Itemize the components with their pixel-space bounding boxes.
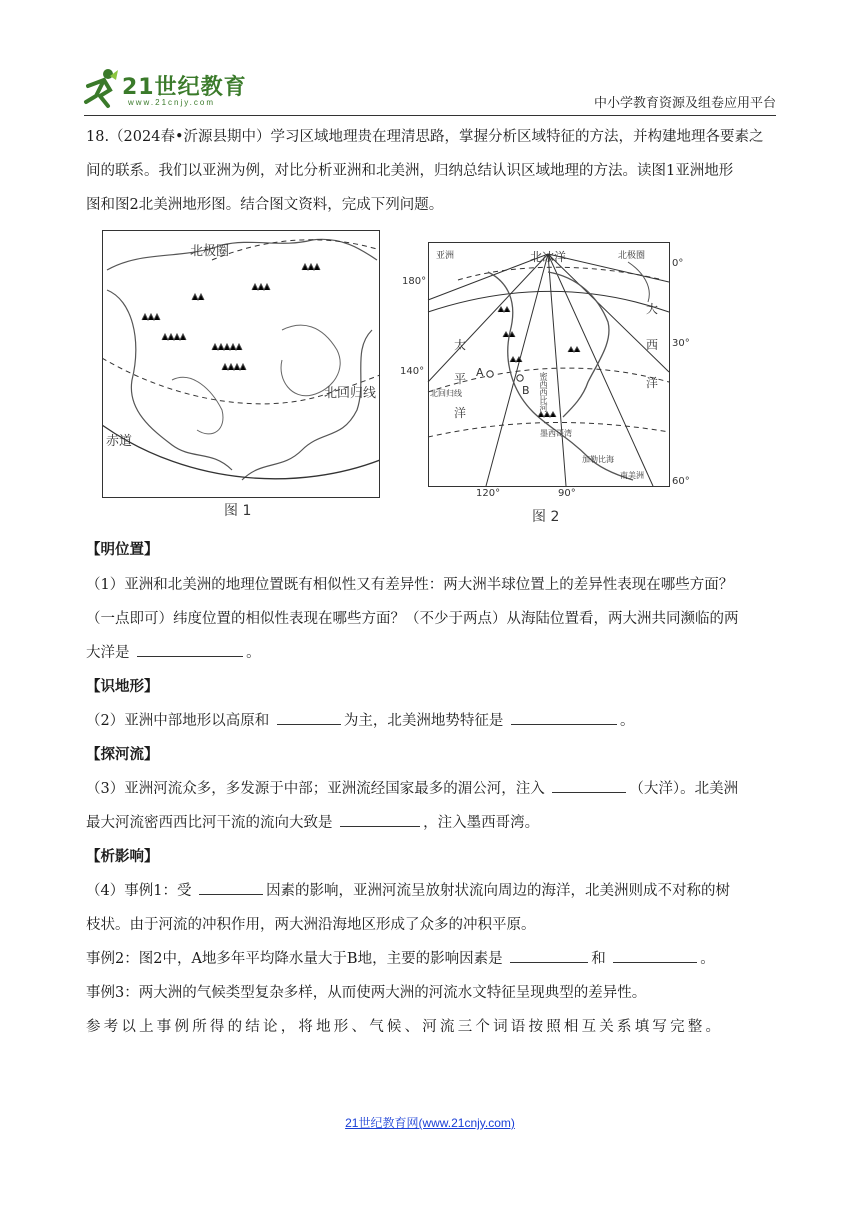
fig2-tropic-label: 北回归线 (430, 389, 462, 398)
fig2-pacific-char1: 太 (454, 338, 467, 352)
fig2-lon180-label: 180° (402, 276, 427, 287)
figure-1-asia-map (102, 230, 380, 519)
q4-line3-text-b: 和 (591, 951, 606, 967)
fig2-pacific-char3: 洋 (454, 406, 467, 420)
fig2-lat30-label: 30° (672, 338, 690, 349)
q4-line2: 枝状。由于河流的冲积作用，两大洲沿海地区形成了众多的冲积平原。 (86, 917, 536, 933)
footer-link[interactable]: 21世纪教育网(www.21cnjy.com) (345, 1116, 515, 1130)
q2-line (86, 712, 776, 730)
q1-line2: （一点即可）纬度位置的相似性表现在哪些方面？（不少于两点）从海陆位置看，两大洲共同濒临的两 (86, 611, 739, 627)
q3-line1-text-a: （3）亚洲河流众多，多发源于中部；亚洲流经国家最多的湄公河，注入 (86, 781, 545, 797)
fig2-point-b-marker (517, 375, 523, 381)
fig2-arctic-circle-label: 北极圈 (618, 251, 646, 261)
fig2-caribbean-label: 加勒比海 (582, 455, 614, 464)
fig2-lat0-label: 0° (672, 258, 684, 269)
section-title-location: 【明位置】 (86, 541, 159, 558)
platform-name: 中小学教育资源及组卷应用平台 (593, 96, 776, 111)
fig2-point-a-label: A (476, 366, 484, 379)
fig2-mississippi-label: 密西西比河 (539, 372, 548, 412)
q3-answer-blank-2[interactable] (340, 814, 420, 827)
q4-line1 (86, 882, 776, 900)
q4-line1-text-b: 因素的影响，亚洲河流呈放射状流向周边的海洋，北美洲则成不对称的树 (266, 883, 731, 899)
logo-text: 21世纪教育 (122, 75, 247, 100)
q2-text-c: 。 (619, 713, 635, 729)
q4-line5: 参考以上事例所得的结论，将地形、气候、河流三个词语按照相互关系填写完整。 (86, 1019, 724, 1035)
fig2-atlantic-char2: 西 (646, 338, 659, 352)
q4-line4: 事例3：两大洲的气候类型复杂多样，从而使两大洲的河流水文特征呈现典型的差异性。 (86, 985, 647, 1001)
q2-answer-blank-1[interactable] (277, 712, 341, 725)
q1-line3 (86, 644, 776, 662)
question-intro-line3: 图和图2北美洲地形图。结合图文资料，完成下列问题。 (86, 197, 444, 213)
fig2-lon120-label: 120° (476, 488, 501, 499)
q3-line2-text-b: ，注入墨西哥湾。 (423, 815, 540, 831)
figure-2-north-america-map (398, 242, 700, 525)
q4-line1-text-a: （4）事例1：受 (86, 883, 192, 899)
q1-line1: （1）亚洲和北美洲的地理位置既有相似性又有差异性：两大洲半球位置上的差异性表现在哪些方面？ (86, 577, 734, 593)
q3-line2 (86, 814, 776, 832)
q4-answer-blank-1[interactable] (199, 882, 263, 895)
fig2-lon90-label: 90° (558, 488, 576, 499)
question-intro-line1: 18.（2024春•沂源县期中）学习区域地理贵在理清思路，掌握分析区域特征的方法，并构建地理各要素之 (86, 129, 764, 145)
q3-line1-text-b: （大洋）。北美洲 (629, 781, 739, 797)
fig2-atlantic-char1: 大 (646, 302, 659, 316)
fig2-asia-label: 亚洲 (436, 251, 455, 261)
q4-line3-text-a: 事例2：图2中，A地多年平均降水量大于B地，主要的影响因素是 (86, 951, 503, 967)
q4-answer-blank-3[interactable] (613, 950, 697, 963)
q4-line3 (86, 950, 776, 968)
q2-text-a: （2）亚洲中部地形以高原和 (86, 713, 270, 729)
fig2-arctic-ocean-label: 北冰洋 (530, 250, 567, 264)
q3-answer-blank-1[interactable] (552, 780, 626, 793)
fig1-tropic-label: 北回归线 (324, 386, 377, 401)
fig2-point-a-marker (487, 371, 493, 377)
fig2-atlantic-char3: 洋 (646, 376, 659, 390)
q4-answer-blank-2[interactable] (510, 950, 588, 963)
fig1-arctic-circle-label: 北极圈 (190, 244, 230, 259)
fig1-equator-label: 赤道 (106, 434, 133, 449)
fig2-point-b-label: B (522, 384, 530, 397)
section-title-terrain: 【识地形】 (86, 678, 159, 695)
fig2-pacific-char2: 平 (454, 372, 467, 386)
q1-line3-text: 大洋是 (86, 645, 130, 661)
question-intro-line2: 间的联系。我们以亚洲为例，对比分析亚洲和北美洲，归纳总结认识区域地理的方法。读图1亚洲地形 (86, 163, 734, 179)
logo-url: www.21cnjy.com (128, 98, 215, 107)
page-header (78, 66, 778, 114)
section-title-impact: 【析影响】 (86, 848, 159, 865)
section-title-rivers: 【探河流】 (86, 746, 159, 763)
q1-answer-blank[interactable] (137, 644, 243, 657)
fig2-lon140-label: 140° (400, 366, 425, 377)
runner-icon (78, 66, 122, 110)
header-divider (84, 115, 776, 116)
fig2-south-america-label: 南美洲 (620, 471, 644, 480)
q3-line2-text-a: 最大河流密西西比河干流的流向大致是 (86, 815, 333, 831)
q2-answer-blank-2[interactable] (511, 712, 617, 725)
fig2-caption: 图 2 (532, 509, 560, 525)
fig1-caption: 图 1 (224, 503, 252, 519)
fig2-gulf-label: 墨西哥湾 (540, 429, 572, 438)
q4-line3-text-c: 。 (700, 951, 715, 967)
q2-text-b: 为主，北美洲地势特征是 (343, 713, 504, 729)
fig2-lat60-label: 60° (672, 476, 690, 487)
q1-line3-end: 。 (246, 645, 261, 661)
site-logo (78, 66, 258, 114)
q3-line1 (86, 780, 776, 798)
